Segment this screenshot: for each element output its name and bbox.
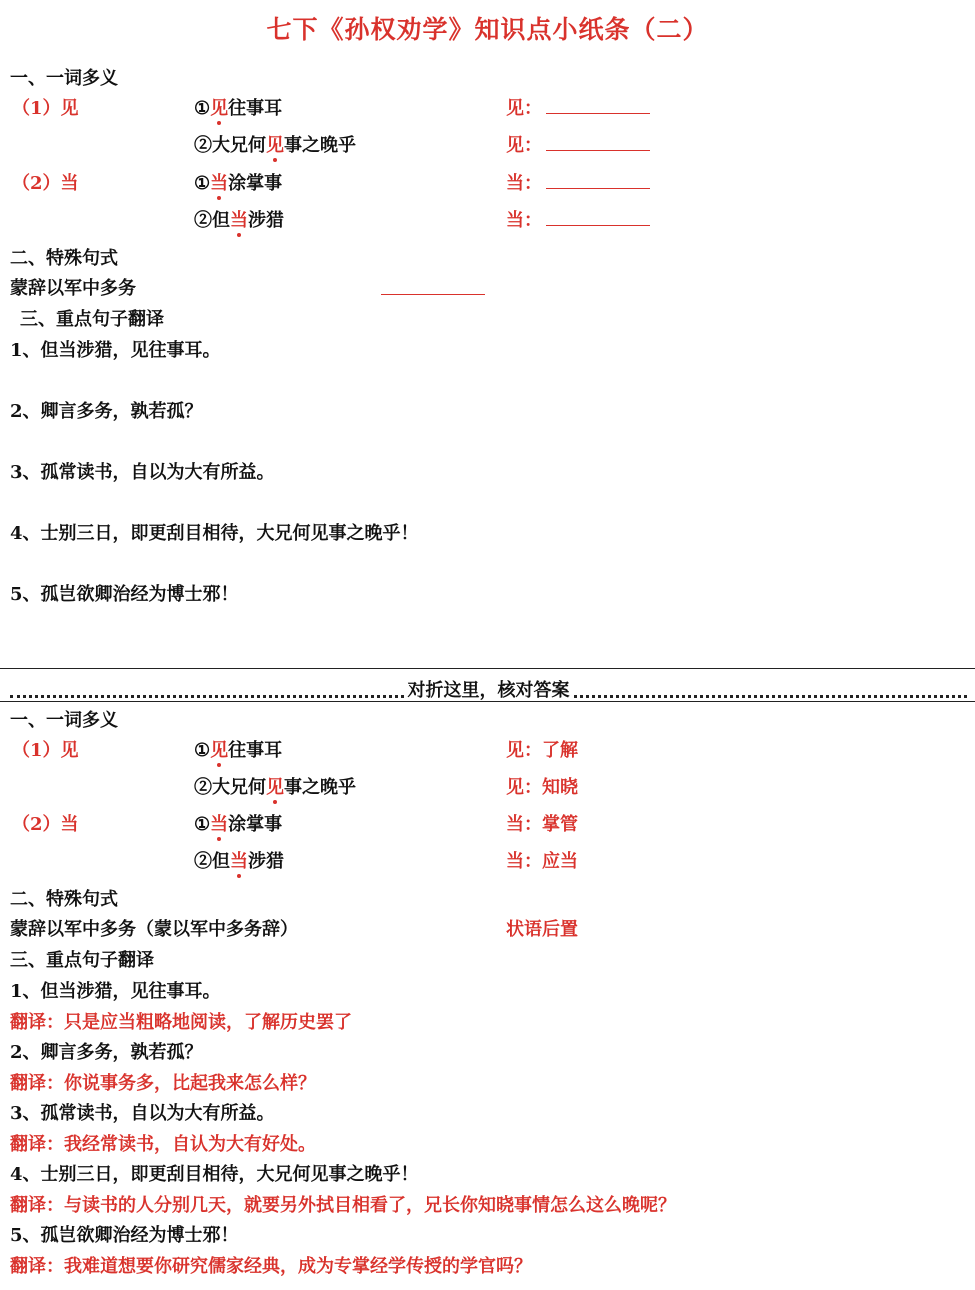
question-4: 4、士别三日，即更刮目相待，大兄何见事之晚乎！ — [10, 523, 419, 544]
answer-question-3: 3、孤常读书，自以为大有所益。 — [10, 1103, 275, 1124]
special-sentence-blank[interactable] — [381, 294, 485, 295]
question-2: 2、卿言多务，孰若孤？ — [10, 401, 203, 422]
answer-section-polysemy-heading: 一、一词多义 — [10, 710, 118, 731]
answer-word-1-meaning-1: 见：了解 — [506, 740, 578, 761]
question-1: 1、但当涉猎，见往事耳。 — [10, 340, 221, 361]
fold-label: 对折这里，核对答案 — [407, 680, 570, 701]
word-1-label: （1）见 — [12, 98, 79, 119]
answer-translation-5: 翻译：我难道想要你研究儒家经典，成为专掌经学传授的学官吗？ — [10, 1256, 532, 1277]
answer-word-2-meaning-2: 当：应当 — [506, 851, 578, 872]
answer-question-2: 2、卿言多务，孰若孤？ — [10, 1042, 203, 1063]
answer-word-1-sense-2: ②大兄何见事之晚乎 — [194, 773, 356, 799]
answer-translation-4: 翻译：与读书的人分别几天，就要另外拭目相看了，兄长你知晓事情怎么这么晚呢？ — [10, 1195, 676, 1216]
answer-question-4: 4、士别三日，即更刮目相待，大兄何见事之晚乎！ — [10, 1164, 419, 1185]
fold-line — [6, 676, 971, 702]
word-2-sense-2: ②但当涉猎 — [194, 206, 284, 232]
answer-word-2-sense-1: ①当涂掌事 — [194, 810, 282, 836]
answer-translation-3: 翻译：我经常读书，自认为大有好处。 — [10, 1134, 316, 1155]
section-translation-heading: 三、重点句子翻译 — [20, 309, 164, 330]
page-title: 七下《孙权劝学》知识点小纸条（二） — [266, 15, 709, 44]
fold-rule-bottom — [0, 701, 975, 702]
fold-rule-top — [0, 668, 975, 669]
word-2-label: （2）当 — [12, 173, 79, 194]
answer-word-1-sense-1: ①见往事耳 — [194, 736, 282, 762]
answer-question-1: 1、但当涉猎，见往事耳。 — [10, 981, 221, 1002]
answer-translation-1: 翻译：只是应当粗略地阅读，了解历史罢了 — [10, 1012, 352, 1033]
answer-question-5: 5、孤岂欲卿治经为博士邪！ — [10, 1225, 239, 1246]
section-special-heading: 二、特殊句式 — [10, 248, 118, 269]
special-sentence-question: 蒙辞以军中多务 — [10, 278, 136, 299]
question-3: 3、孤常读书，自以为大有所益。 — [10, 462, 275, 483]
word-1-sense-2: ②大兄何见事之晚乎 — [194, 131, 356, 157]
word-2-answer-1-blank[interactable]: 当： — [506, 169, 650, 195]
section-polysemy-heading: 一、一词多义 — [10, 68, 118, 89]
answer-special-type: 状语后置 — [506, 919, 578, 940]
word-2-sense-1: ①当涂掌事 — [194, 169, 282, 195]
word-1-answer-1-blank[interactable]: 见： — [506, 94, 650, 120]
answer-word-1-label: （1）见 — [12, 740, 79, 761]
answer-special-sentence: 蒙辞以军中多务（蒙以军中多务辞） — [10, 919, 298, 940]
answer-word-2-sense-2: ②但当涉猎 — [194, 847, 284, 873]
answer-translation-2: 翻译：你说事务多，比起我来怎么样？ — [10, 1073, 316, 1094]
answer-word-2-meaning-1: 当：掌管 — [506, 814, 578, 835]
word-2-answer-2-blank[interactable]: 当： — [506, 206, 650, 232]
word-1-answer-2-blank[interactable]: 见： — [506, 131, 650, 157]
answer-word-1-meaning-2: 见：知晓 — [506, 777, 578, 798]
question-5: 5、孤岂欲卿治经为博士邪！ — [10, 584, 239, 605]
answer-word-2-label: （2）当 — [12, 814, 79, 835]
answer-section-translation-heading: 三、重点句子翻译 — [10, 950, 154, 971]
answer-section-special-heading: 二、特殊句式 — [10, 889, 118, 910]
word-1-sense-1: ①见往事耳 — [194, 94, 282, 120]
